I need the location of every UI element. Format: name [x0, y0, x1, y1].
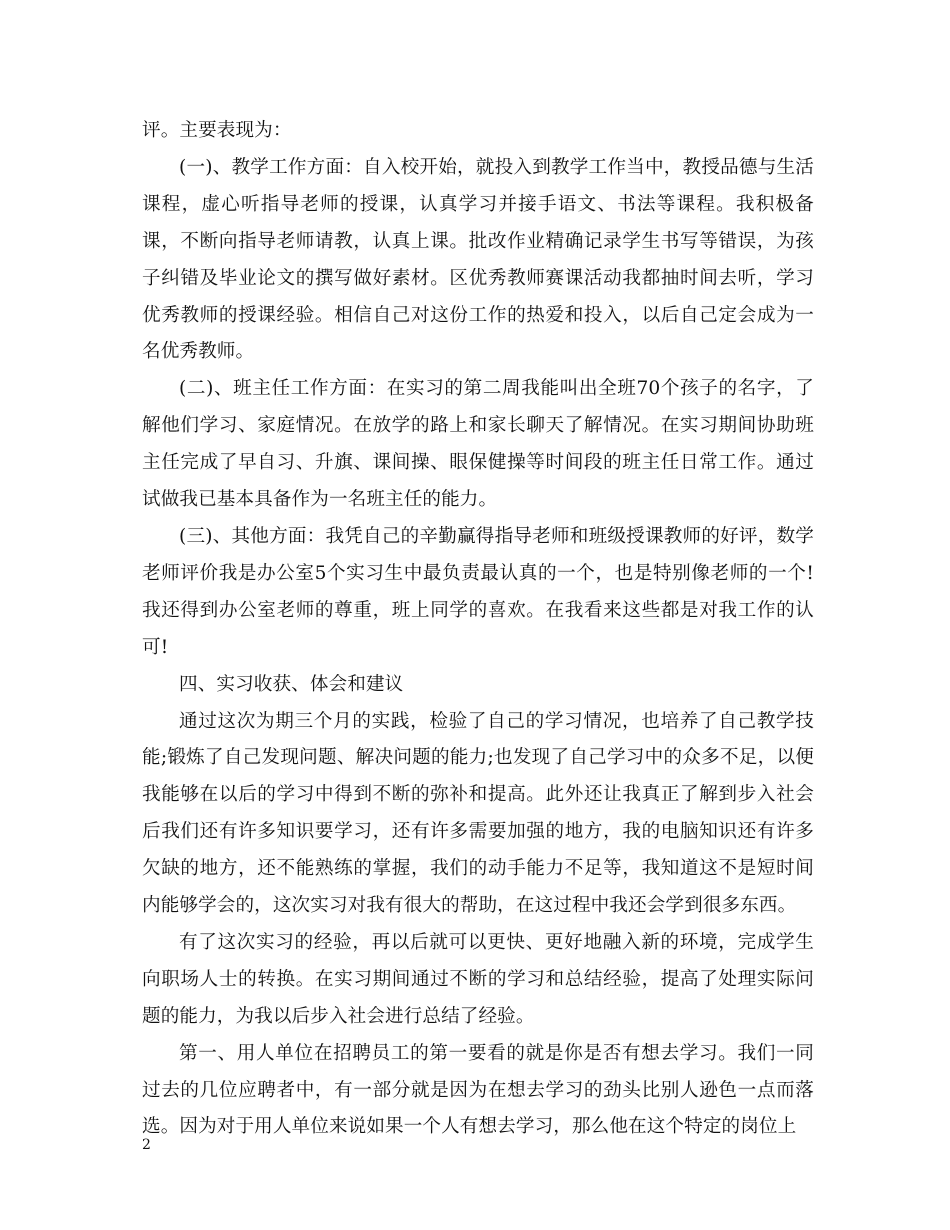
document-body [142, 113, 814, 1146]
paragraph-continuation: 评。主要表现为： [142, 120, 292, 141]
page-number: 2 [142, 1137, 151, 1153]
paragraph-class-teacher-work: (二)、班主任工作方面：在实习的第二周我能叫出全班70个孩子的名字，了解他们学习、家庭情况。在放学的路上和家长聊天了解情况。在实习期间协助班主任完成了早自习、升旗、课间操、眼保健操等时间段的班主任日常工作。通过试做我已基本具备作为一名班主任的能力。 [142, 378, 814, 511]
paragraph-experience: 有了这次实习的经验，再以后就可以更快、更好地融入新的环境，完成学生向职场人士的转换。在实习期间通过不断的学习和总结经验，提高了处理实际问题的能力，为我以后步入社会进行总结了经验。 [142, 931, 814, 1027]
paragraph-first-point: 第一、用人单位在招聘员工的第一要看的就是你是否有想去学习。我们一同过去的几位应聘者中，有一部分就是因为在想去学习的劲头比别人逊色一点而落选。因为对于用人单位来说如果一个人有想去学习，那么他在这个特定的岗位上 [142, 1042, 814, 1138]
paragraph-practice-summary: 通过这次为期三个月的实践，检验了自己的学习情况，也培养了自己教学技能;锻炼了自己发现问题、解决问题的能力;也发现了自己学习中的众多不足，以便我能够在以后的学习中得到不断的弥补和提高。此外还让我真正了解到步入社会后我们还有许多知识要学习，还有许多需要加强的地方，我的电脑知识还有许多欠缺的地方，还不能熟练的掌握，我们的动手能力不足等，我知道这不是短时间内能够学会的，这次实习对我有很大的帮助，在这过程中我还会学到很多东西。 [142, 710, 814, 917]
paragraph-other-aspects: (三)、其他方面：我凭自己的辛勤赢得指导老师和班级授课教师的好评，数学老师评价我是办公室5个实习生中最负责最认真的一个，也是特别像老师的一个!我还得到办公室老师的尊重，班上同学的喜欢。在我看来这些都是对我工作的认可! [142, 525, 814, 658]
paragraph-teaching-work: (一)、教学工作方面：自入校开始，就投入到教学工作当中，教授品德与生活课程，虚心听指导老师的授课，认真学习并接手语文、书法等课程。我积极备课，不断向指导老师请教，认真上课。批改作业精确记录学生书写等错误，为孩子纠错及毕业论文的撰写做好素材。区优秀教师赛课活动我都抽时间去听，学习优秀教师的授课经验。相信自己对这份工作的热爱和投入，以后自己定会成为一名优秀教师。 [142, 156, 814, 363]
section-heading-gains: 四、实习收获、体会和建议 [179, 673, 404, 695]
